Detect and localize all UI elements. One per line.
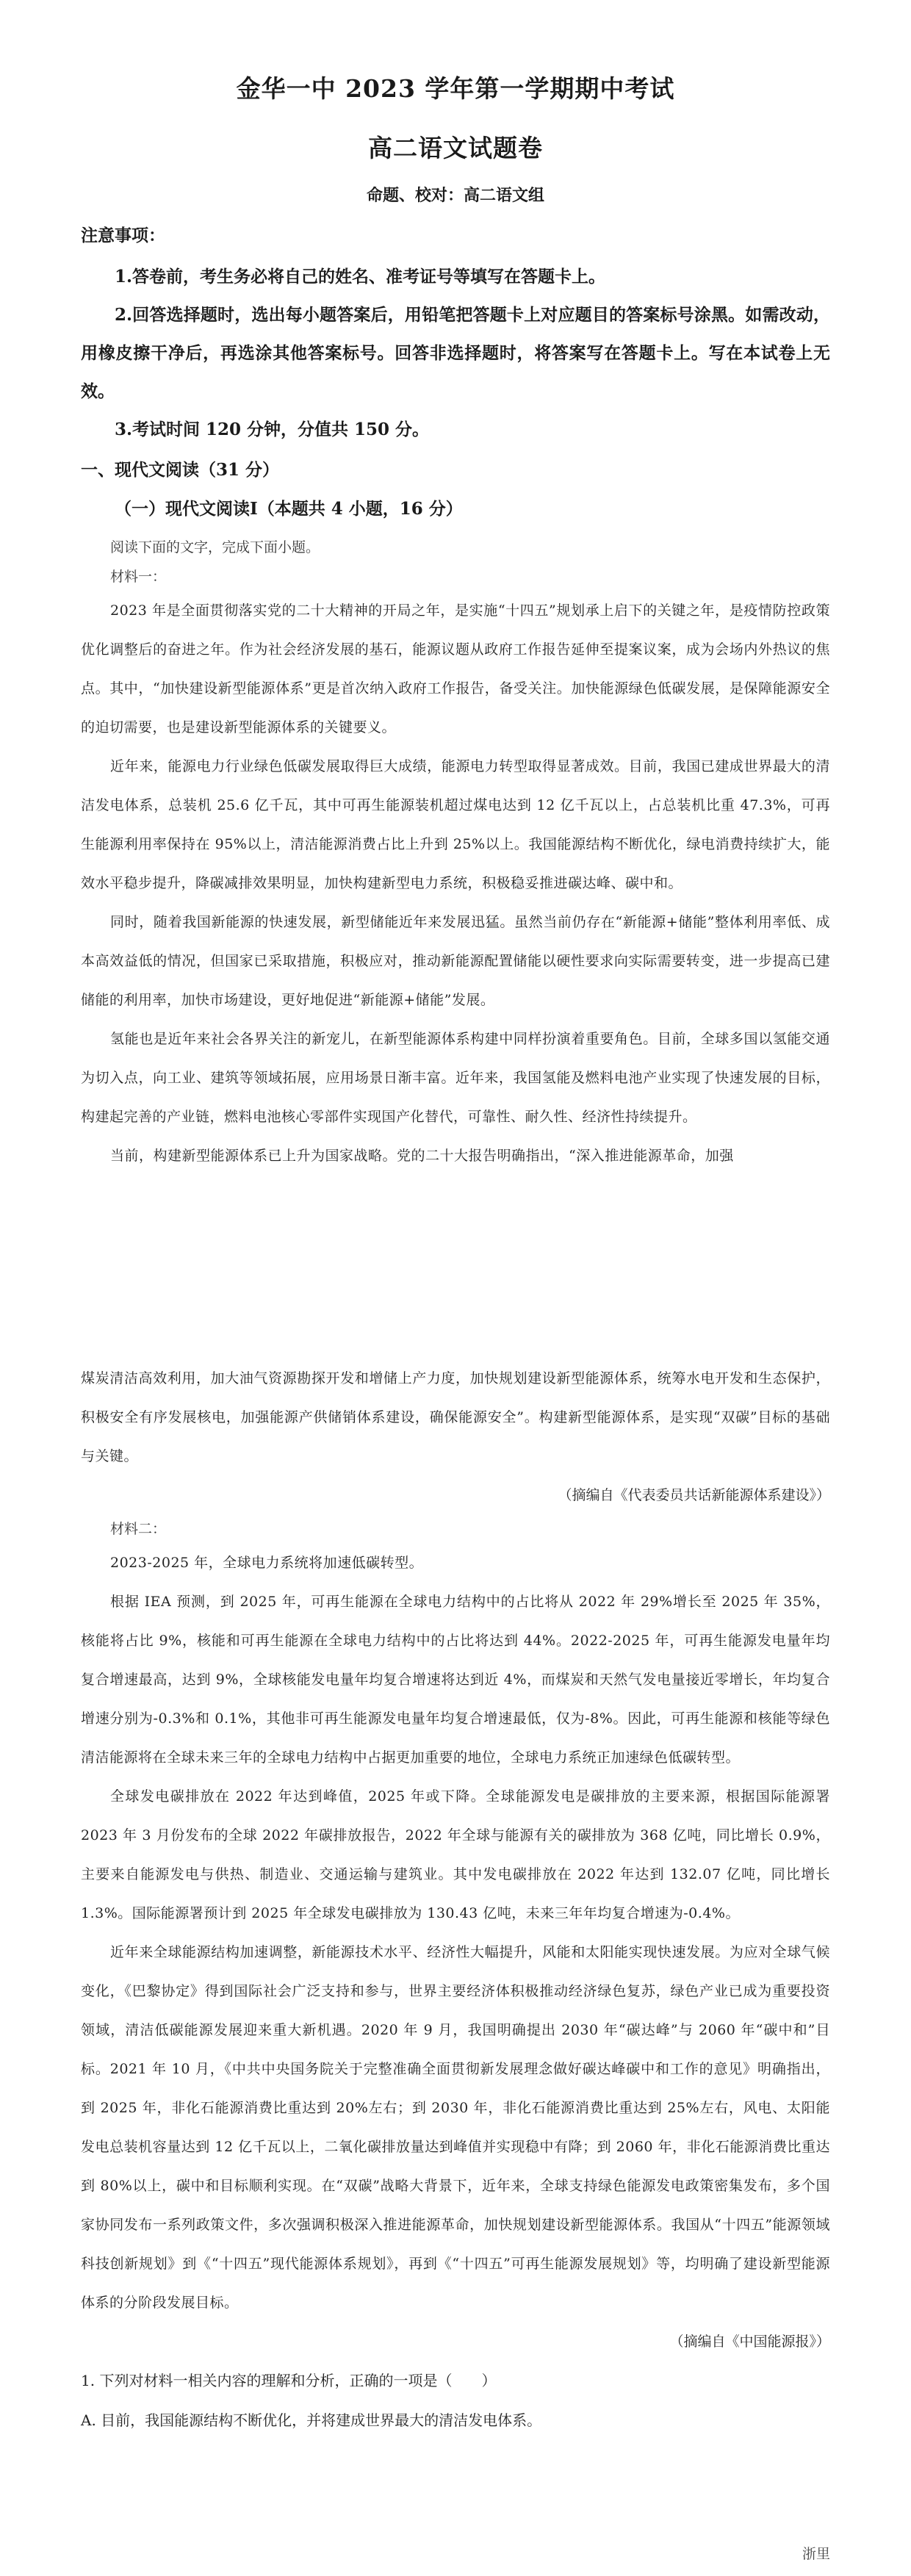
material1-source: （摘编自《代表委员共话新能源体系建设》） <box>558 1487 830 1503</box>
material1-paragraph: 当前，构建新型能源体系已上升为国家战略。党的二十大报告明确指出，“深入推进能源革命，加强 <box>110 1148 734 1164</box>
exam-subtitle: 高二语文试题卷 <box>368 134 543 162</box>
question-option-a: A. 目前，我国能源结构不断优化，并将建成世界最大的清洁发电体系。 <box>81 2411 542 2429</box>
material1-paragraph: 同时，随着我国新能源的快速发展，新型储能近年来发展迅猛。虽然当前仍存在“新能源+储能”整体利用率低、成本高效益低的情况，但国家已采取措施，积极应对，推动新能源配置储能以硬性要求向实际需要转变，进一步提高已建储能的利用率，加快市场建设，更好地促进“新能源+储能”发展。 <box>81 914 830 1008</box>
question-stem: 1. 下列对材料一相关内容的理解和分析，正确的一项是（ ） <box>81 2372 497 2389</box>
material1-paragraph: 近年来，能源电力行业绿色低碳发展取得巨大成绩，能源电力转型取得显著成效。目前，我国已建成世界最大的清洁发电体系，总装机 25.6 亿千瓦，其中可再生能源装机超过煤电达到 12 亿千瓦以上，占总装机比重 47.3%，可再生能源利用率保持在 95%以上，清洁能源消费占比上升到 25%以上。我国能源结构不断优化，绿电消费持续扩大，能效水平稳步提升，降碳减排效果明显，加快构建新型电力系统，积极稳妥推进碳达峰、碳中和。 <box>81 758 830 891</box>
material1-label: 材料一： <box>110 569 167 585</box>
notice-item: 3.考试时间 120 分钟，分值共 150 分。 <box>115 420 430 439</box>
material1-paragraph: 2023 年是全面贯彻落实党的二十大精神的开局之年，是实施“十四五”规划承上启下的关键之年，是疫情防控政策优化调整后的奋进之年。作为社会经济发展的基石，能源议题从政府工作报告延伸至提案议案，成为会场内外热议的焦点。其中，“加快建设新型能源体系”更是首次纳入政府工作报告，备受关注。加快能源绿色低碳发展，是保障能源安全的迫切需要，也是建设新型能源体系的关键要义。 <box>81 602 830 735</box>
blank-gap <box>81 1176 830 1359</box>
material2-paragraph: 全球发电碳排放在 2022 年达到峰值，2025 年或下降。全球能源发电是碳排放的主要来源，根据国际能源署 2023 年 3 月份发布的全球 2022 年碳排放报告，2022 年全球与能源有关的碳排放为 368 亿吨，同比增长 0.9%，主要来自能源发电与供热、制造业、交通运输与建筑业。其中发电碳排放在 2022 年达到 132.07 亿吨，同比增长 1.3%。国际能源署预计到 2025 年全球发电碳排放为 130.43 亿吨，未来三年年均复合增速为-0.4%。 <box>81 1788 830 1921</box>
footer-watermark: 浙里 <box>802 2546 830 2562</box>
notice-item: 2.回答选择题时，选出每小题答案后，用铅笔把答题卡上对应题目的答案标号涂黑。如需改动，用橡皮擦干净后，再选涂其他答案标号。回答非选择题时，将答案写在答题卡上。写在本试卷上无效。 <box>81 305 830 401</box>
material1-paragraph: 煤炭清洁高效利用，加大油气资源勘探开发和增储上产力度，加快规划建设新型能源体系，统筹水电开发和生态保护，积极安全有序发展核电，加强能源产供储销体系建设，确保能源安全”。构建新型能源体系，是实现“双碳”目标的基础与关键。 <box>81 1370 830 1464</box>
proposer-line: 命题、校对：高二语文组 <box>366 186 544 205</box>
material2-paragraph: 2023-2025 年，全球电力系统将加速低碳转型。 <box>110 1555 424 1571</box>
subsection-heading: （一）现代文阅读Ⅰ（本题共 4 小题，16 分） <box>115 499 463 519</box>
section-heading: 一、现代文阅读（31 分） <box>81 460 280 480</box>
material2-label: 材料二： <box>110 1521 167 1537</box>
exam-title: 金华一中 2023 学年第一学期期中考试 <box>236 74 675 103</box>
material1-paragraph: 氢能也是近年来社会各界关注的新宠儿，在新型能源体系构建中同样扮演着重要角色。目前，全球多国以氢能交通为切入点，向工业、建筑等领域拓展，应用场景日渐丰富。近年来，我国氢能及燃料电池产业实现了快速发展的目标，构建起完善的产业链，燃料电池核心零部件实现国产化替代，可靠性、耐久性、经济性持续提升。 <box>81 1031 830 1125</box>
material2-source: （摘编自《中国能源报》） <box>669 2334 830 2350</box>
exam-content <box>81 70 830 2440</box>
material2-paragraph: 近年来全球能源结构加速调整，新能源技术水平、经济性大幅提升，风能和太阳能实现快速发展。为应对全球气候变化，《巴黎协定》得到国际社会广泛支持和参与，世界主要经济体积极推动经济绿色复苏，绿色产业已成为重要投资领域，清洁低碳能源发展迎来重大新机遇。2020 年 9 月，我国明确提出 2030 年“碳达峰”与 2060 年“碳中和”目标。2021 年 10 月，《中共中央国务院关于完整准确全面贯彻新发展理念做好碳达峰碳中和工作的意见》明确指出，到 2025 年，非化石能源消费比重达到 20%左右；到 2030 年，非化石能源消费比重达到 25%左右，风电、太阳能发电总装机容量达到 12 亿千瓦以上，二氧化碳排放量达到峰值并实现稳中有降；到 2060 年，非化石能源消费比重达到 80%以上，碳中和目标顺利实现。在“双碳”战略大背景下，近年来，全球支持绿色能源发电政策密集发布，多个国家协同发布一系列政策文件，多次强调积极深入推进能源革命，加快规划建设新型能源体系。我国从“十四五”能源领域科技创新规划》到《“十四五”现代能源体系规划》，再到《“十四五”可再生能源发展规划》等，均明确了建设新型能源体系的分阶段发展目标。 <box>81 1944 830 2311</box>
notice-item: 1.答卷前，考生务必将自己的姓名、准考证号等填写在答题卡上。 <box>115 267 606 287</box>
material2-paragraph: 根据 IEA 预测，到 2025 年，可再生能源在全球电力结构中的占比将从 2022 年 29%增长至 2025 年 35%，核能将占比 9%，核能和可再生能源在全球电力结构中的占比将达到 44%。2022-2025 年，可再生能源发电量年均复合增速最高，达到 9%，全球核能发电量年均复合增速将达到近 4%，而煤炭和天然气发电量接近零增长，年均复合增速分别为-0.3%和 0.1%，其他非可再生能源发电量年均复合增速最低，仅为-8%。因此，可再生能源和核能等绿色清洁能源将在全球未来三年的全球电力结构中占据更加重要的地位，全球电力系统正加速绿色低碳转型。 <box>81 1594 830 1766</box>
reading-instruction: 阅读下面的文字，完成下面小题。 <box>110 539 320 555</box>
notice-heading: 注意事项： <box>81 226 165 245</box>
